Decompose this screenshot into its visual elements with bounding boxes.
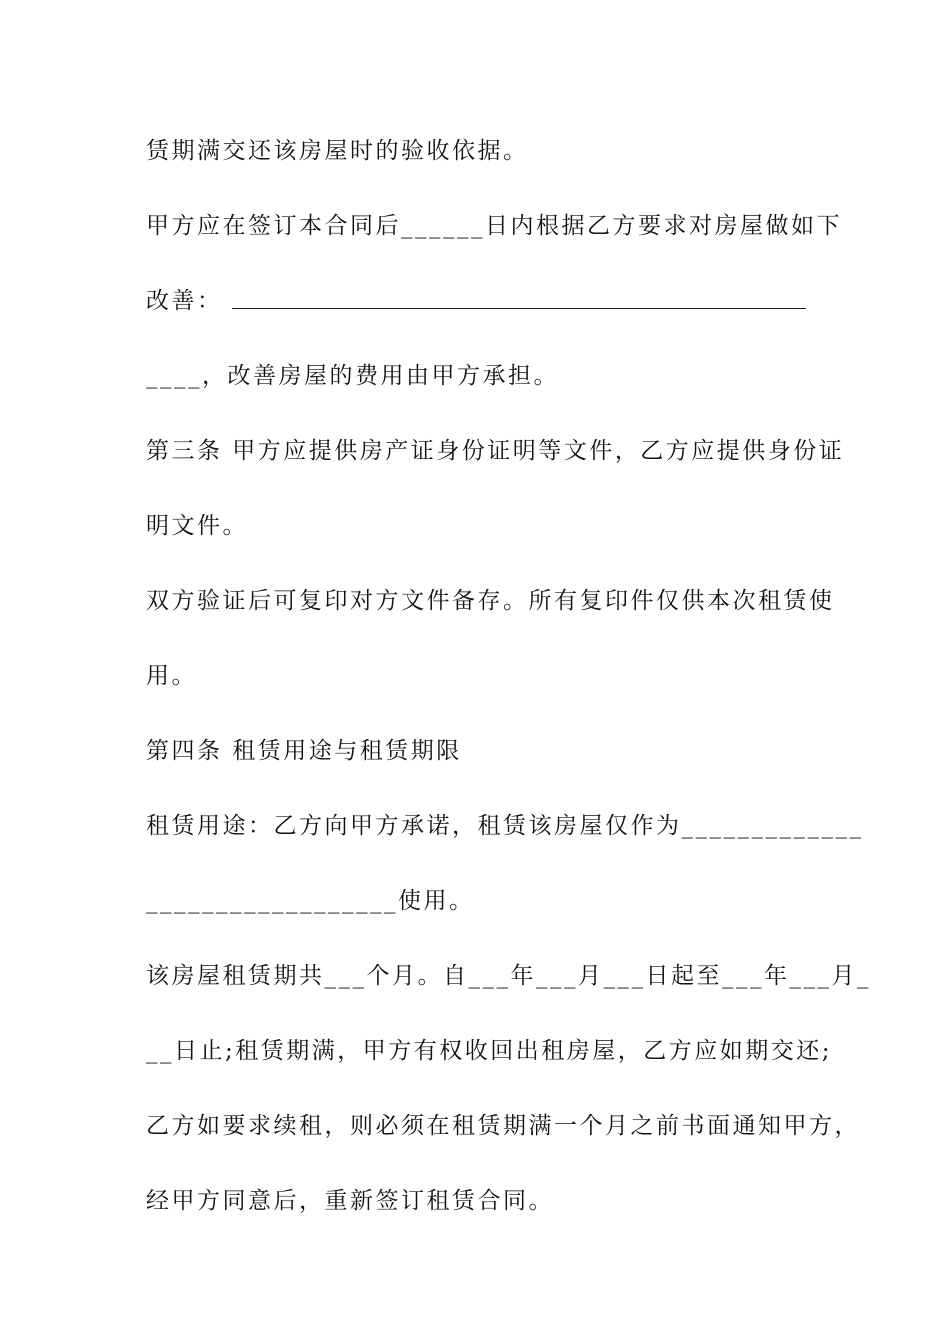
text-line-10: 租赁用途：乙方向甲方承诺，租赁该房屋仅作为_____________ (146, 813, 864, 839)
text-line-6: 明文件。 (146, 513, 248, 539)
text-line-5: 第三条 甲方应提供房产证身份证明等文件，乙方应提供身份证 (146, 438, 845, 464)
fill-blank-underline (232, 286, 806, 309)
text-line-12: 该房屋租赁期共___个月。自___年___月___日起至___年___月_ (146, 963, 871, 989)
text-line-7: 双方验证后可复印对方文件备存。所有复印件仅供本次租赁使 (146, 588, 835, 614)
text-line-11: __________________使用。 (146, 888, 475, 914)
section-heading-article-4: 第四条 租赁用途与租赁期限 (146, 738, 462, 764)
text-line-8: 用。 (146, 663, 197, 689)
text-line-3 (146, 286, 223, 316)
text-line-3-label: 改善： (146, 288, 223, 314)
text-line-1: 赁期满交还该房屋时的验收依据。 (146, 138, 529, 164)
text-line-2: 甲方应在签订本合同后______日内根据乙方要求对房屋做如下 (146, 213, 842, 239)
text-line-15: 经甲方同意后，重新签订租赁合同。 (146, 1188, 554, 1214)
text-line-14: 乙方如要求续租，则必须在租赁期满一个月之前书面通知甲方， (146, 1113, 860, 1139)
text-line-4: ____，改善房屋的费用由甲方承担。 (146, 363, 559, 389)
text-line-13: __日止;租赁期满，甲方有权收回出租房屋，乙方应如期交还; (146, 1038, 832, 1064)
